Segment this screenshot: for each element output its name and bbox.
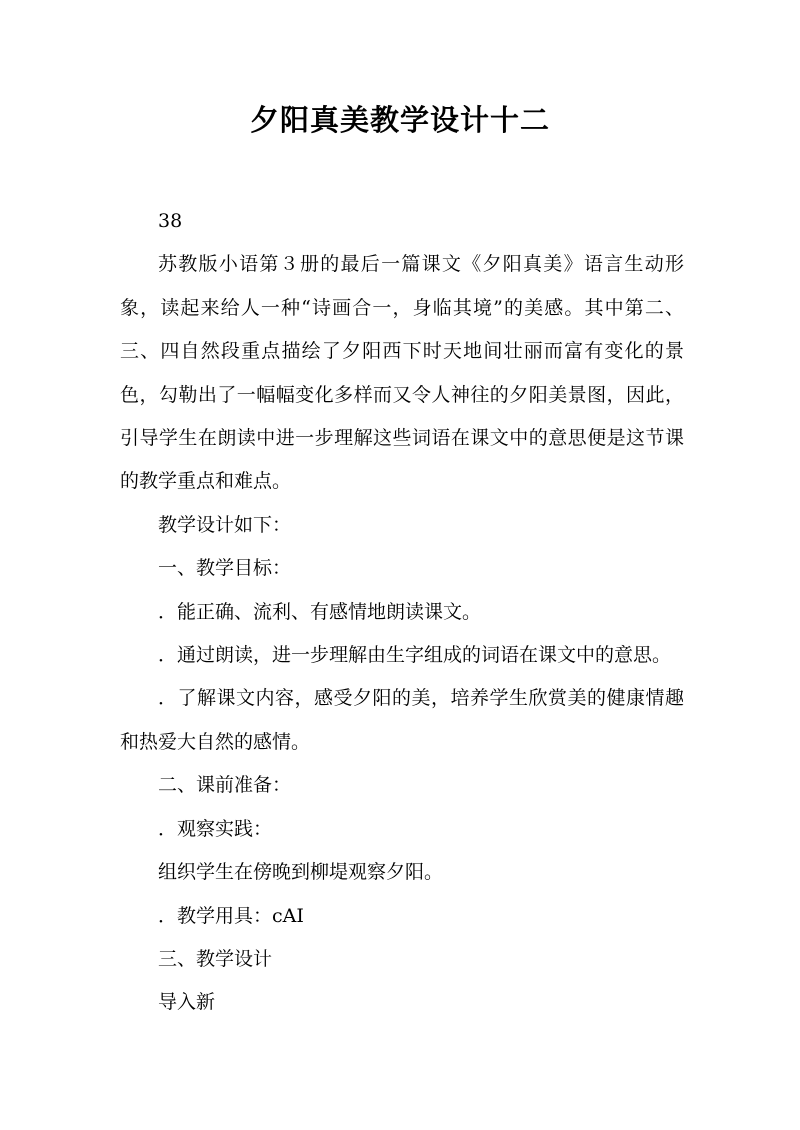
page-number-paragraph: 38 xyxy=(158,210,183,232)
section-heading-goals: 一、教学目标： xyxy=(158,557,292,580)
prep-item-1-detail: 组织学生在傍晚到柳堤观察夕阳。 xyxy=(158,861,444,884)
document-body xyxy=(120,200,684,1025)
section-heading-preparation: 二、课前准备： xyxy=(158,774,292,797)
design-intro-paragraph: 教学设计如下： xyxy=(158,513,292,536)
document-title: 夕阳真美教学设计十二 xyxy=(249,103,550,137)
prep-item-2: ．教学用具：cAI xyxy=(158,904,304,927)
intro-paragraph: 苏教版小语第３册的最后一篇课文《夕阳真美》语言生动形象，读起来给人一种“诗画合一，身临其境”的美感。其中第二、三、四自然段重点描绘了夕阳西下时天地间壮丽而富有变化的景色，勾勒出了一幅幅变化多样而又令人神往的夕阳美景图，因此，引导学生在朗读中进一步理解这些词语在课文中的意思便是这节课的教学重点和难点。 xyxy=(120,253,684,493)
section-heading-design: 三、教学设计 xyxy=(158,947,273,970)
goal-item-3: ．了解课文内容，感受夕阳的美，培养学生欣赏美的健康情趣和热爱大自然的感情。 xyxy=(120,687,684,753)
design-subheading: 导入新 xyxy=(158,991,216,1014)
goal-item-1: ．能正确、流利、有感情地朗读课文。 xyxy=(158,600,482,623)
goal-item-2: ．通过朗读，进一步理解由生字组成的词语在课文中的意思。 xyxy=(158,644,672,667)
prep-item-1: ．观察实践： xyxy=(158,817,273,840)
